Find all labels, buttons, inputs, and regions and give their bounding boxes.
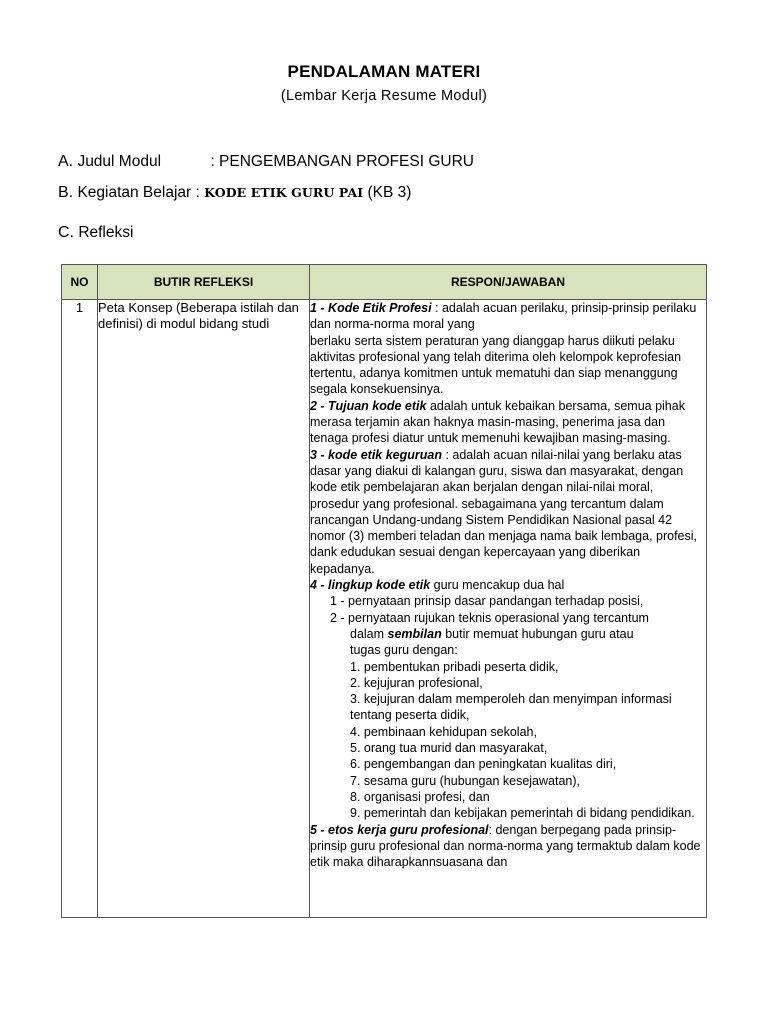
kegiatan-belajar-row — [58, 184, 411, 202]
point-5 — [310, 822, 706, 871]
kegiatan-belajar-value: KODE ETIK GURU PAI — [204, 185, 364, 200]
point-4-subitem-2-cont — [310, 626, 706, 642]
judul-modul-value: : PENGEMBANGAN PROFESI GURU — [210, 153, 474, 170]
kegiatan-belajar-label: Kegiatan Belajar : — [77, 184, 200, 201]
point-2-text: adalah untuk kebaikan bersama, semua pihak merasa terjamin akan haknya masin-masing, penerima jasa dan tenaga profesi diatur untuk memenuhi kewajiban masing-masing. — [310, 398, 685, 446]
point-4-subitem-2-cont-text: dalam — [350, 626, 388, 641]
point-3-heading: 3 - kode etik keguruan — [310, 447, 442, 462]
section-letter-a: A. — [58, 153, 74, 170]
point-2 — [310, 398, 706, 447]
table-row — [62, 300, 707, 918]
sembilan-emphasis: sembilan — [387, 626, 442, 641]
list-item: 6. pengembangan dan peningkatan kualitas diri, — [350, 757, 617, 772]
list-item: 2. kejujuran profesional, — [350, 675, 483, 690]
list-item: 1. pembentukan pribadi peserta didik, — [350, 659, 559, 674]
row-number: 1 — [62, 300, 98, 918]
section-letter-b: B. — [58, 184, 74, 201]
point-1-heading: 1 - Kode Etik Profesi — [310, 301, 432, 315]
kegiatan-belajar-suffix: (KB 3) — [367, 184, 412, 201]
point-5-text: : dengan berpegang pada prinsip-prinsip guru profesional dan norma-norma yang termaktub dalam kode etik maka diharapkannsuasana dan — [310, 822, 701, 870]
point-4-subitem-2-tail: tugas guru dengan: — [350, 643, 458, 658]
point-5-heading: 5 - etos kerja guru profesional — [310, 822, 489, 837]
point-2-heading: 2 - Tujuan kode etik — [310, 398, 427, 413]
butir-refleksi-cell: Peta Konsep (Beberapa istilah dan definisi) di modul bidang studi — [98, 300, 310, 918]
point-4 — [310, 577, 706, 593]
list-item: 5. orang tua murid dan masyarakat, — [350, 741, 548, 756]
respon-cell — [310, 300, 707, 918]
refleksi-label: Refleksi — [78, 224, 134, 241]
header-respon-jawaban: RESPON/JAWABAN — [310, 265, 707, 300]
judul-modul-row — [58, 153, 474, 171]
list-item: 3. kejujuran dalam memperoleh dan menyimpan informasi tentang peserta didik, — [350, 692, 672, 723]
header-butir-refleksi: BUTIR REFLEKSI — [98, 265, 310, 300]
list-item: 8. organisasi profesi, dan — [350, 789, 490, 804]
page-title: PENDALAMAN MATERI — [287, 62, 481, 81]
point-1-continued: berlaku serta sistem peraturan yang dianggap harus diikuti pelaku aktivitas profesional yang telah diterima oleh kelompok keprofesian tertentu, adanya komitmen untuk mematuhi dan siap menanggung segala konsekuensinya. — [310, 333, 682, 397]
list-item: 7. sesama guru (hubungan kesejawatan), — [350, 773, 581, 788]
section-letter-c: C. — [58, 224, 74, 241]
point-4-subitem-2: 2 - pernyataan rujukan teknis operasional yang tercantum — [330, 610, 649, 625]
table-header-row — [62, 265, 707, 300]
point-1 — [310, 300, 706, 333]
page-subtitle: (Lembar Kerja Resume Modul) — [280, 88, 488, 104]
judul-modul-label: Judul Modul — [77, 153, 162, 170]
point-4-text: guru mencakup dua hal — [430, 578, 565, 593]
point-4-subitem-2-cont-text-2: butir memuat hubungan guru atau — [441, 626, 634, 641]
refleksi-row — [58, 224, 133, 242]
list-item: 9. pemerintah dan kebijakan pemerintah di bidang pendidikan. — [350, 806, 695, 821]
list-item: 4. pembinaan kehidupan sekolah, — [350, 724, 537, 739]
point-3-text: : adalah acuan nilai-nilai yang berlaku atas dasar yang diakui di kalangan guru, siswa dan masyarakat, dengan kode etik pembelajaran akan berjalan dengan nilai-nilai moral, prosedur yang profesional. sebagaimana yang tercantum dalam rancangan Undang-undang Sistem Pendidikan Nasional pasal 42 nomor (3) memberi teladan dan menjaga nama baik lembaga, profesi, dank edudukan sesuai dengan kepercayaan yang diberikan kepadanya. — [310, 447, 698, 576]
point-4-subitem-1: 1 - pernyataan prinsip dasar pandangan terhadap posisi, — [330, 594, 644, 609]
header-no: NO — [62, 265, 98, 300]
point-1-text: : adalah acuan perilaku, prinsip-prinsip perilaku dan norma-norma moral yang — [310, 301, 697, 332]
point-3 — [310, 447, 706, 577]
refleksi-table — [61, 264, 707, 918]
point-4-heading: 4 - lingkup kode etik — [310, 578, 431, 593]
